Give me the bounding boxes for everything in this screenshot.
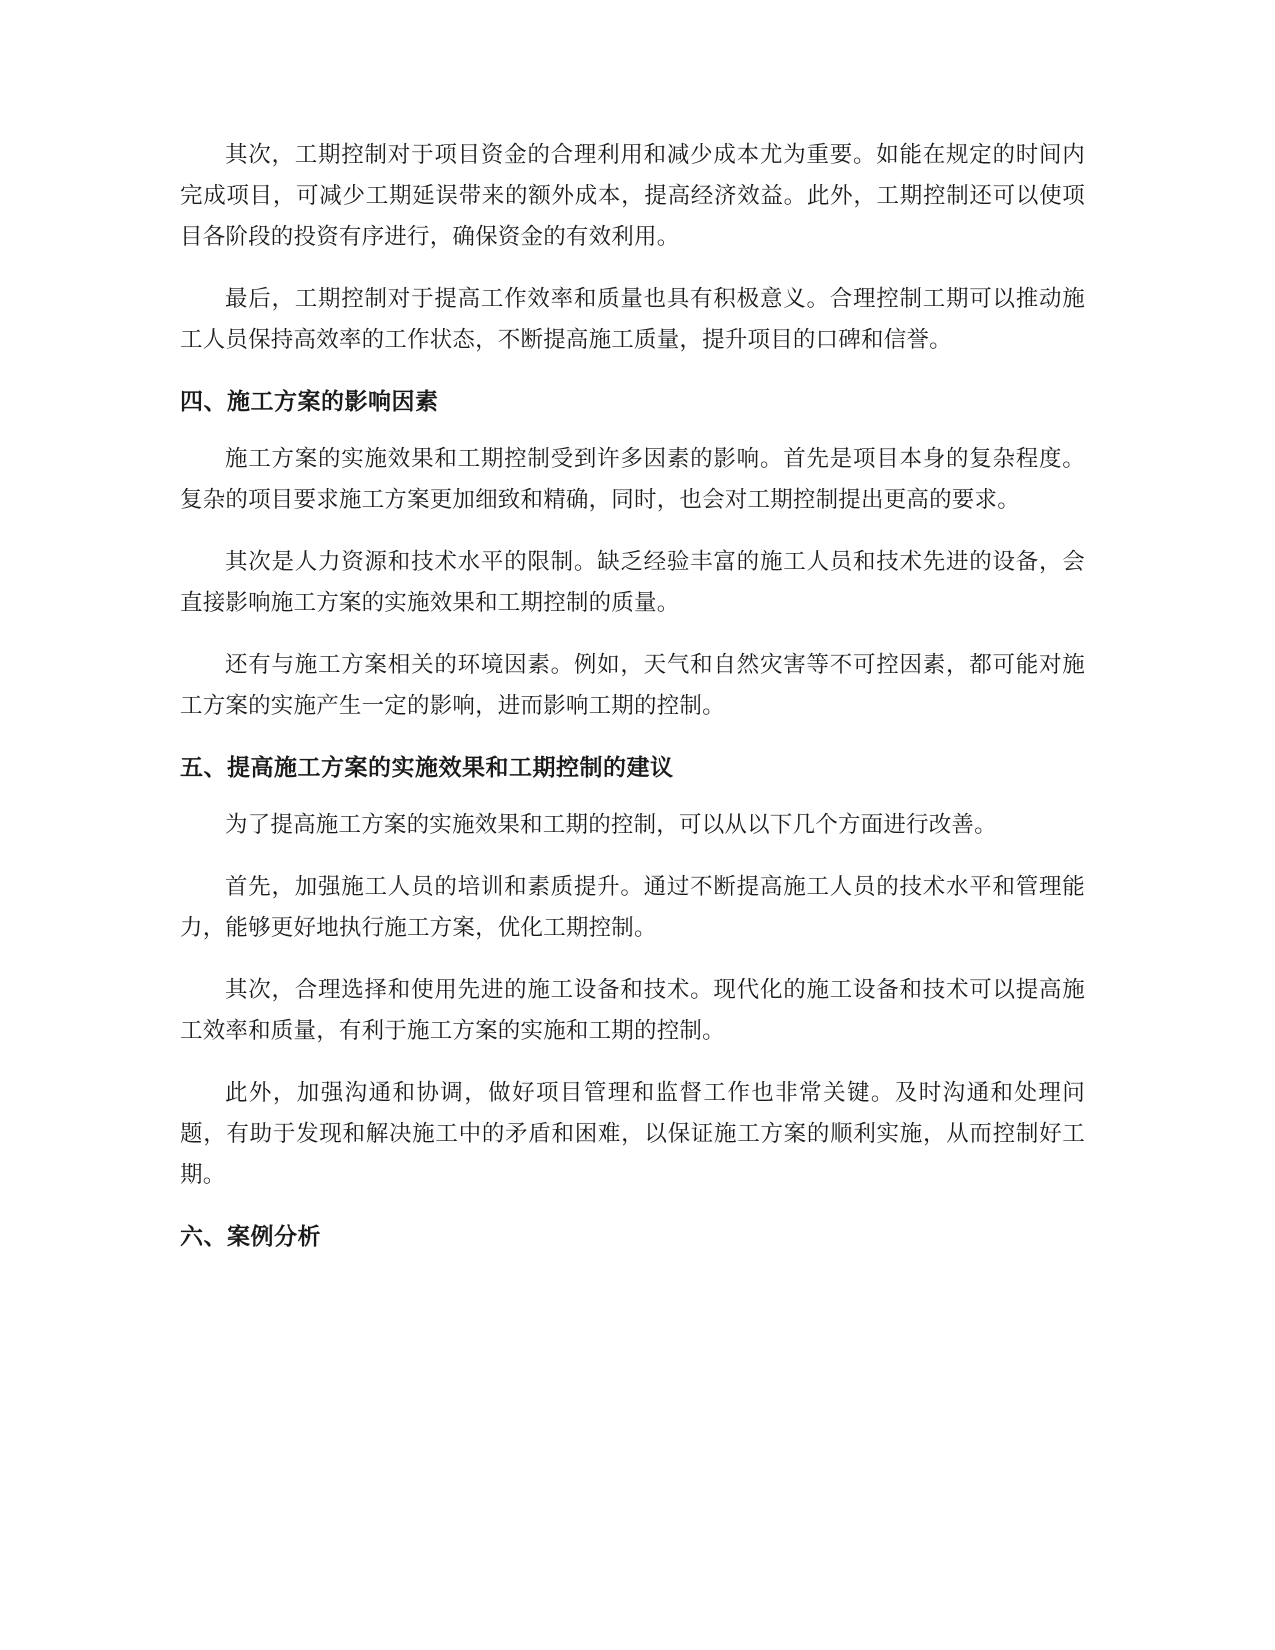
paragraph-training: 首先，加强施工人员的培训和素质提升。通过不断提高施工人员的技术水平和管理能力，能够更好地执行施工方案，优化工期控制。 bbox=[180, 874, 1085, 941]
paragraph-equipment: 其次，合理选择和使用先进的施工设备和技术。现代化的施工设备和技术可以提高施工效率和质量，有利于施工方案的实施和工期的控制。 bbox=[180, 977, 1085, 1044]
paragraph-project-complexity: 施工方案的实施效果和工期控制受到许多因素的影响。首先是项目本身的复杂程度。复杂的项目要求施工方案更加细致和精确，同时，也会对工期控制提出更高的要求。 bbox=[180, 446, 1085, 513]
paragraph-suggestions-intro: 为了提高施工方案的实施效果和工期的控制，可以从以下几个方面进行改善。 bbox=[225, 812, 997, 838]
section-heading-suggestions: 五、提高施工方案的实施效果和工期控制的建议 bbox=[180, 755, 674, 781]
paragraph-human-resources: 其次是人力资源和技术水平的限制。缺乏经验丰富的施工人员和技术先进的设备，会直接影响施工方案的实施效果和工期控制的质量。 bbox=[180, 549, 1085, 616]
section-heading-influencing-factors: 四、施工方案的影响因素 bbox=[180, 389, 439, 415]
paragraph-environment-factors: 还有与施工方案相关的环境因素。例如，天气和自然灾害等不可控因素，都可能对施工方案的实施产生一定的影响，进而影响工期的控制。 bbox=[180, 652, 1085, 719]
paragraph-funds-control: 其次，工期控制对于项目资金的合理利用和减少成本尤为重要。如能在规定的时间内完成项目，可减少工期延误带来的额外成本，提高经济效益。此外，工期控制还可以使项目各阶段的投资有序进行，确保资金的有效利用。 bbox=[180, 142, 1085, 250]
document-page bbox=[180, 135, 1085, 1274]
paragraph-communication: 此外，加强沟通和协调，做好项目管理和监督工作也非常关键。及时沟通和处理问题，有助于发现和解决施工中的矛盾和困难，以保证施工方案的顺利实施，从而控制好工期。 bbox=[180, 1080, 1085, 1188]
section-heading-case-analysis: 六、案例分析 bbox=[180, 1224, 321, 1250]
paragraph-efficiency-quality: 最后，工期控制对于提高工作效率和质量也具有积极意义。合理控制工期可以推动施工人员保持高效率的工作状态，不断提高施工质量，提升项目的口碑和信誉。 bbox=[180, 286, 1085, 353]
